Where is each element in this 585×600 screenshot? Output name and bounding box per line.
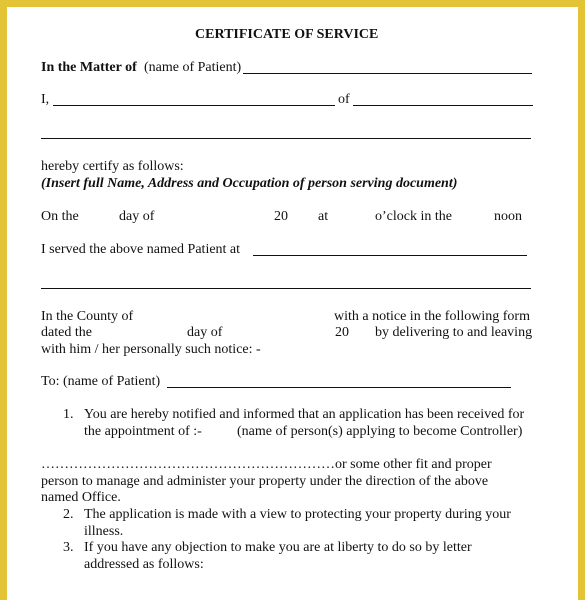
certifier-name-line[interactable] bbox=[53, 105, 335, 106]
delivering-text: by delivering to and leaving bbox=[375, 325, 533, 340]
item-1-line1: You are hereby notified and informed that an application has been received for bbox=[84, 407, 525, 422]
matter-label: In the Matter of bbox=[41, 60, 137, 75]
item-3-line2: addressed as follows: bbox=[84, 557, 204, 572]
dated-the-label: dated the bbox=[41, 325, 92, 340]
item-1-number: 1. bbox=[63, 407, 74, 422]
served-location-line[interactable] bbox=[253, 255, 527, 256]
certify-text: hereby certify as follows: bbox=[41, 159, 184, 174]
patient-name-line[interactable] bbox=[243, 73, 532, 74]
location-continuation-line[interactable] bbox=[41, 288, 531, 289]
document-title: CERTIFICATE OF SERVICE bbox=[195, 27, 379, 42]
served-at-text: I served the above named Patient at bbox=[41, 242, 241, 257]
on-the-label: On the bbox=[41, 209, 79, 224]
at-label: at bbox=[318, 209, 329, 224]
item-2-line1: The application is made with a view to protecting your property during your bbox=[84, 507, 511, 522]
year-label-2: 20 bbox=[335, 325, 349, 340]
notice-text: with a notice in the following form bbox=[334, 309, 530, 324]
year-label: 20 bbox=[274, 209, 288, 224]
county-label: In the County of bbox=[41, 309, 134, 324]
dotted-blank bbox=[41, 457, 492, 473]
item-2-number: 2. bbox=[63, 507, 74, 522]
item-3-number: 3. bbox=[63, 540, 74, 555]
para-line3: named Office. bbox=[41, 490, 121, 505]
document-page bbox=[7, 7, 578, 600]
item-3-line1: If you have any objection to make you are at liberty to do so by letter bbox=[84, 540, 472, 555]
day-of-label: day of bbox=[119, 209, 155, 224]
para-line2: person to manage and administer your property under the direction of the above bbox=[41, 474, 489, 489]
with-him-text: with him / her personally such notice: - bbox=[41, 342, 261, 357]
certify-instruction: (Insert full Name, Address and Occupation of person serving document) bbox=[41, 176, 458, 191]
certifier-address-line[interactable] bbox=[353, 105, 533, 106]
i-label: I, bbox=[41, 92, 50, 107]
address-continuation-line[interactable] bbox=[41, 138, 531, 139]
to-label: To: (name of Patient) bbox=[41, 374, 161, 389]
to-patient-line[interactable] bbox=[167, 387, 511, 388]
noon-label: noon bbox=[494, 209, 522, 224]
dotted-blank-dots: ……………………………………………………… bbox=[41, 457, 335, 472]
day-of-label-2: day of bbox=[187, 325, 223, 340]
of-label: of bbox=[338, 92, 350, 107]
item-2-line2: illness. bbox=[84, 524, 124, 539]
item-1-line2b: (name of person(s) applying to become Controller) bbox=[237, 424, 523, 439]
item-1-line2a: the appointment of :- bbox=[84, 424, 202, 439]
matter-hint: (name of Patient) bbox=[144, 60, 242, 75]
oclock-label: o’clock in the bbox=[375, 209, 452, 224]
para-line1-end: or some other fit and proper bbox=[335, 457, 492, 472]
